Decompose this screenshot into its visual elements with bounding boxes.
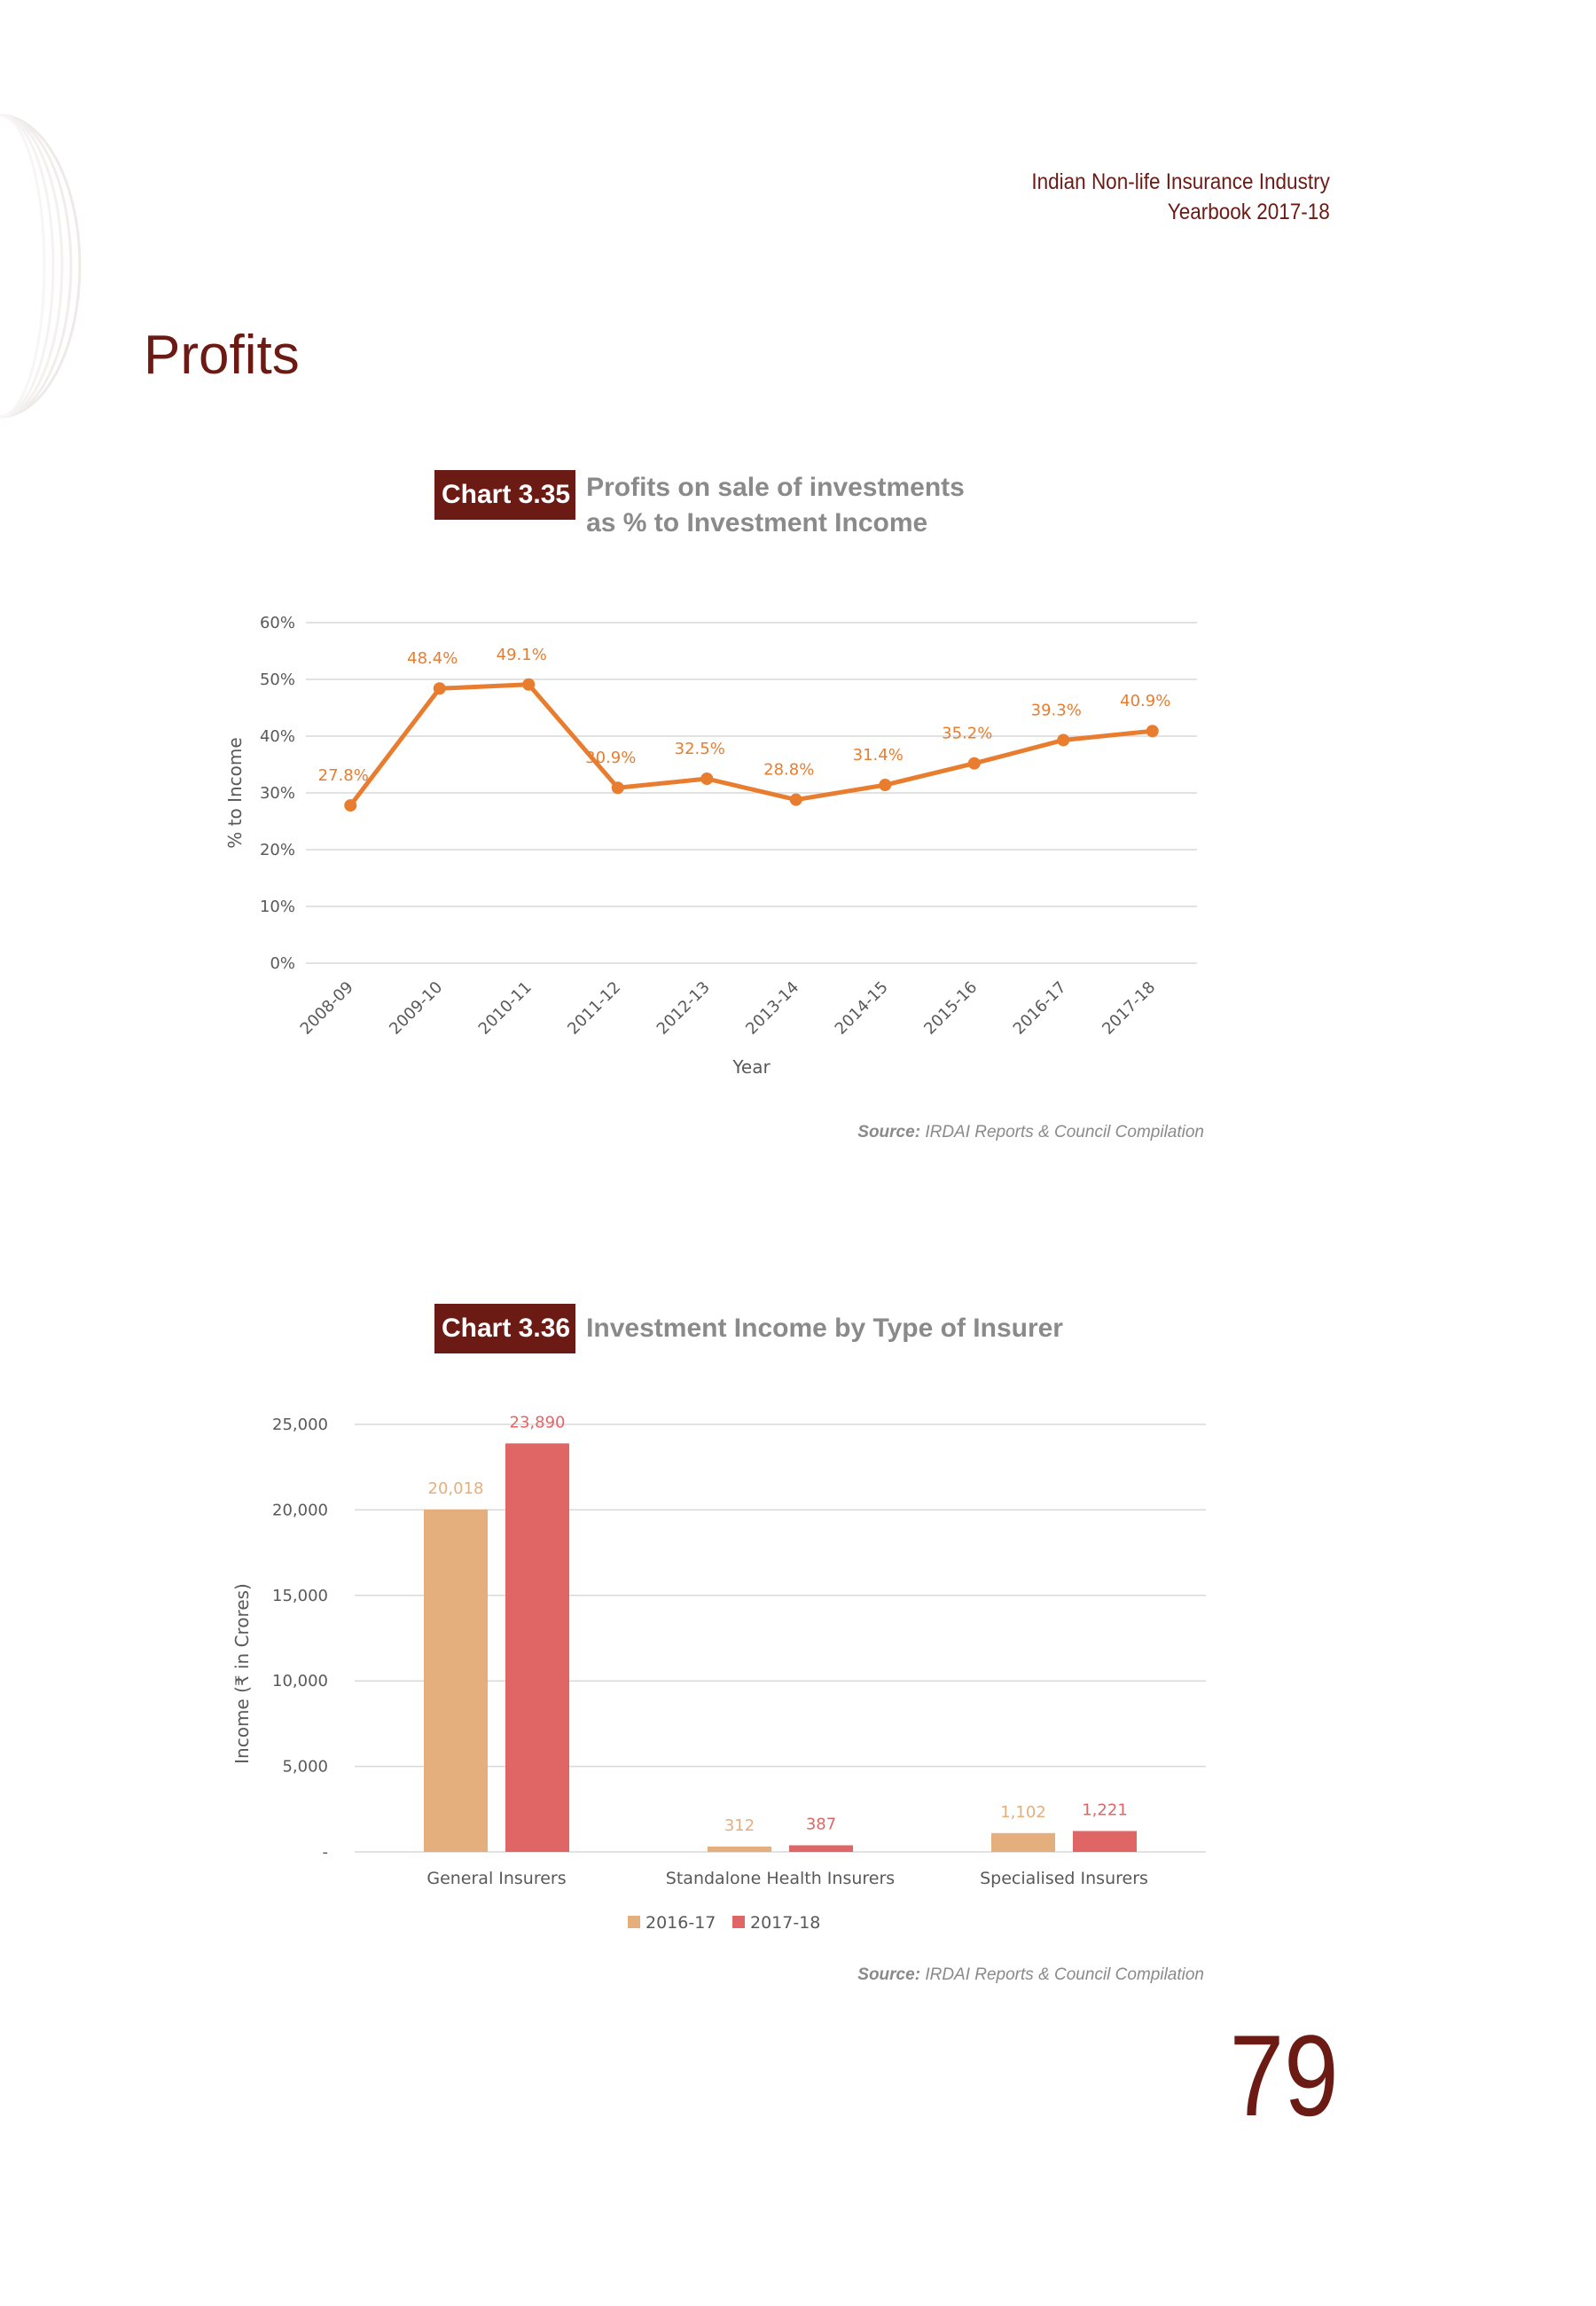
chart-2-source (857, 1965, 1204, 1985)
x-tick-label: Specialised Insurers (980, 1869, 1148, 1888)
data-point (968, 757, 981, 770)
y-tick-label: 10% (259, 898, 295, 916)
chart-1-source-label: Source: (857, 1123, 921, 1141)
chart-1-title (586, 470, 965, 541)
y-tick-label: 15,000 (272, 1586, 328, 1605)
bar (789, 1846, 853, 1852)
chart-2-heading (434, 1304, 1063, 1353)
data-point (879, 779, 891, 791)
x-tick-label: 2013-14 (742, 977, 803, 1039)
legend-label: 2017-18 (750, 1913, 821, 1933)
bar (1073, 1831, 1137, 1852)
data-label: 312 (724, 1816, 755, 1835)
line-chart-profits (213, 585, 1224, 1100)
page-title: Profits (144, 325, 300, 386)
y-tick-label: 60% (259, 614, 295, 632)
data-label: 35.2% (942, 724, 993, 743)
data-label: 48.4% (407, 649, 458, 669)
chart-1-title-line-1: Profits on sale of investments (586, 473, 965, 502)
data-label: 387 (805, 1815, 837, 1834)
header-line-2: Yearbook 2017-18 (1167, 200, 1330, 224)
data-label: 27.8% (317, 766, 369, 786)
data-label: 23,890 (509, 1413, 566, 1432)
data-point (434, 682, 446, 694)
x-tick-label: 2016-17 (1009, 977, 1070, 1039)
x-tick-label: 2017-18 (1099, 977, 1160, 1039)
chart-1-source-text: IRDAI Reports & Council Compilation (925, 1123, 1204, 1141)
chart-2-source-label: Source: (857, 1965, 921, 1984)
chart-1-badge: Chart 3.35 (434, 470, 575, 520)
data-point (1057, 733, 1069, 746)
chart-1-source (857, 1123, 1204, 1142)
data-point (522, 678, 535, 691)
running-header (1032, 167, 1330, 227)
data-label: 20,018 (427, 1479, 484, 1499)
chart-2-title: Investment Income by Type of Insurer (586, 1314, 1063, 1343)
data-label: 1,221 (1082, 1800, 1128, 1820)
y-axis-label: Income (₹ in Crores) (231, 1583, 253, 1764)
data-point (700, 773, 713, 785)
data-label: 31.4% (852, 746, 904, 765)
y-tick-label: 20% (259, 841, 295, 859)
y-tick-label: - (322, 1843, 328, 1862)
data-point (790, 794, 802, 806)
x-tick-label: General Insurers (426, 1869, 567, 1888)
decorative-arcs (0, 106, 89, 426)
data-label: 32.5% (674, 740, 725, 758)
data-label: 39.3% (1030, 701, 1082, 720)
y-axis-label: % to Income (224, 737, 246, 849)
data-label: 49.1% (496, 645, 547, 664)
x-tick-label: 2015-16 (920, 977, 982, 1039)
bar (708, 1847, 771, 1852)
x-tick-label: 2012-13 (653, 977, 714, 1039)
x-tick-label: Standalone Health Insurers (665, 1869, 896, 1888)
bar (505, 1443, 569, 1852)
header-line-1: Indian Non-life Insurance Industry (1031, 169, 1330, 194)
y-tick-label: 20,000 (272, 1501, 328, 1520)
chart-1-heading (434, 470, 965, 541)
data-point (1146, 725, 1159, 737)
y-tick-label: 5,000 (282, 1757, 328, 1777)
chart-1-title-line-2: as % to Investment Income (586, 508, 928, 537)
legend-swatch (628, 1916, 640, 1928)
data-point (344, 799, 356, 812)
legend-swatch (732, 1916, 745, 1928)
data-label: 1,102 (1000, 1802, 1046, 1822)
y-tick-label: 25,000 (272, 1416, 328, 1434)
y-tick-label: 40% (259, 727, 295, 746)
chart-2-badge: Chart 3.36 (434, 1304, 575, 1353)
y-tick-label: 50% (259, 671, 295, 689)
x-tick-label: 2014-15 (831, 977, 892, 1039)
y-tick-label: 10,000 (272, 1672, 328, 1691)
bar-chart-investment-income (213, 1392, 1224, 1960)
y-tick-label: 30% (259, 784, 295, 803)
x-tick-label: 2008-09 (296, 977, 357, 1039)
page-number: 79 (1230, 2011, 1339, 2140)
x-tick-label: 2011-12 (564, 977, 625, 1039)
data-point (612, 781, 624, 794)
legend-label: 2016-17 (645, 1913, 716, 1933)
x-tick-label: 2009-10 (386, 977, 447, 1039)
data-label: 28.8% (763, 760, 815, 780)
chart-2-source-text: IRDAI Reports & Council Compilation (925, 1965, 1204, 1984)
x-tick-label: 2010-11 (474, 977, 536, 1039)
y-tick-label: 0% (270, 954, 295, 973)
data-label: 30.9% (585, 749, 637, 768)
x-axis-label: Year (732, 1056, 771, 1078)
data-label: 40.9% (1120, 692, 1171, 711)
bar (991, 1833, 1055, 1852)
bar (424, 1510, 488, 1852)
